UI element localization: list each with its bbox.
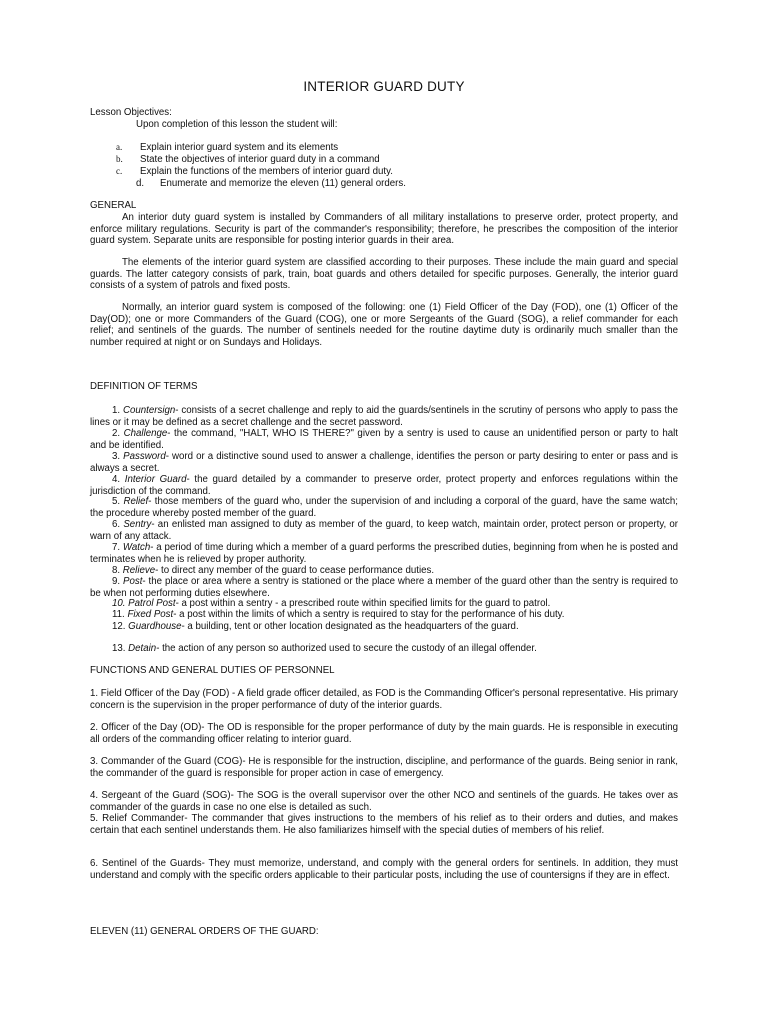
definition-term: Guardhouse: [128, 621, 182, 632]
definition-text: - consists of a secret challenge and reply to aid the guards/sentinels in the scrutiny of persons who apply to pass the lines or it may be defined as a secret challenge and the secret password.: [90, 405, 678, 428]
definition-term: Challenge: [123, 428, 168, 439]
definition-term: Interior Guard: [124, 474, 187, 485]
lesson-objectives-heading: Lesson Objectives:: [90, 107, 172, 118]
definition-text: - a period of time during which a member of a guard performs the prescribed duties, beginning from when he is posted and terminates when he is relieved by proper authority.: [90, 542, 678, 565]
function-item: 3. Commander of the Guard (COG)- He is responsible for the instruction, discipline, and performance of the guards. Being senior in rank, the commander of the guard is responsible for proper action in case of emergency.: [90, 756, 678, 779]
definition-term: Fixed Post: [127, 609, 174, 620]
definition-item: [90, 621, 678, 633]
general-paragraph: The elements of the interior guard system are classified according to their purposes. These include the main guard and special guards. The latter category consists of park, train, boat guards and others detailed for specific purposes. Generally, the interior guard consists of a system of patrols and fixed posts.: [90, 257, 678, 292]
objective-marker: d.: [136, 178, 145, 189]
definition-term: Sentry: [123, 519, 152, 530]
definition-number: 5.: [112, 496, 121, 507]
definition-text: - a building, tent or other location designated as the headquarters of the guard.: [181, 621, 519, 632]
definition-number: 2.: [112, 428, 121, 439]
function-item: 5. Relief Commander- The commander that gives instructions to the members of his relief as to their orders and duties, and makes certain that each sentinel understands them. He also familiarizes himself with the special duties of members of his relief.: [90, 813, 678, 836]
objective-marker: c.: [116, 166, 123, 176]
definition-term: Post: [123, 576, 143, 587]
definition-term: Watch: [122, 542, 151, 553]
definition-number: 10.: [112, 598, 126, 609]
definition-number: 11.: [112, 609, 125, 620]
definition-item: [90, 565, 678, 577]
definition-item: [90, 496, 678, 519]
functions-heading: FUNCTIONS AND GENERAL DUTIES OF PERSONNEL: [90, 665, 335, 676]
definition-text: - word or a distinctive sound used to answer a challenge, identifies the person or party desiring to enter or pass and is always a secret.: [90, 451, 678, 474]
general-paragraph: An interior duty guard system is installed by Commanders of all military installations to preserve order, protect property, and enforce military regulations. Security is part of the commander's responsibility; therefore, he prescribes the composition of the interior guard system. Separate units are responsible for posting interior guards in their area.: [90, 212, 678, 247]
definition-term: Countersign: [123, 405, 176, 416]
definition-text: - an enlisted man assigned to duty as member of the guard, to keep watch, maintain order, protect person or property, or warn of any attack.: [90, 519, 678, 542]
definition-number: 7.: [112, 542, 121, 553]
definition-item: [90, 474, 678, 497]
definition-number: 9.: [112, 576, 121, 587]
definition-item: [90, 428, 678, 451]
definition-item: [90, 451, 678, 474]
objective-item: Enumerate and memorize the eleven (11) general orders.: [160, 178, 406, 189]
objective-marker: b.: [116, 154, 123, 164]
definition-item: [90, 576, 678, 599]
objective-item: State the objectives of interior guard duty in a command: [140, 154, 380, 165]
definition-number: 1.: [112, 405, 121, 416]
general-heading: GENERAL: [90, 200, 137, 211]
definition-number: 13.: [112, 643, 126, 654]
function-item: 1. Field Officer of the Day (FOD) - A field grade officer detailed, as FOD is the Commanding Officer's personal representative. His primary concern is the supervision in the proper performance of duty of the interior guards.: [90, 688, 678, 711]
definition-text: - the command, "HALT, WHO IS THERE?" given by a sentry is used to cause an unidentified person or party to halt and be identified.: [90, 428, 678, 451]
definition-text: - to direct any member of the guard to cease performance duties.: [155, 565, 435, 576]
objective-item: Explain interior guard system and its elements: [140, 142, 339, 153]
function-item: 4. Sergeant of the Guard (SOG)- The SOG is the overall supervisor over the other NCO and sentinels of the guards. He takes over as commander of the guards in case no one else is detailed as such.: [90, 790, 678, 813]
definition-item: [90, 542, 678, 565]
objective-marker: a.: [116, 142, 123, 152]
definition-item: [90, 609, 678, 621]
definition-term: Relief: [123, 496, 149, 507]
definition-text: - a post within the limits of which a sentry is required to stay for the performance of his duty.: [173, 609, 565, 620]
objective-item: Explain the functions of the members of interior guard duty.: [140, 166, 393, 177]
definition-term: Detain: [128, 643, 157, 654]
general-orders-heading: ELEVEN (11) GENERAL ORDERS OF THE GUARD:: [90, 926, 319, 937]
definition-number: 8.: [112, 565, 121, 576]
definition-item: [90, 598, 678, 610]
definition-text: - the guard detailed by a commander to preserve order, protect property and enforces regulations within the jurisdiction of the command.: [90, 474, 678, 497]
definition-term: Patrol Post: [128, 598, 176, 609]
definition-text: - those members of the guard who, under the supervision of and including a corporal of the guard, have the same watch; the procedure whereby posted member of the guard.: [90, 496, 678, 519]
definition-text: - the place or area where a sentry is stationed or the place where a member of the guard other than the sentry is required to be when not performing duties elsewhere.: [90, 576, 678, 599]
definition-text: - the action of any person so authorized used to secure the custody of an illegal offender.: [156, 643, 537, 654]
definition-item: [90, 519, 678, 542]
definition-number: 12.: [112, 621, 126, 632]
definition-number: 4.: [112, 474, 121, 485]
definition-number: 3.: [112, 451, 121, 462]
lesson-objectives-intro: Upon completion of this lesson the student will:: [136, 119, 338, 130]
definitions-heading: DEFINITION OF TERMS: [90, 381, 198, 392]
general-paragraph: Normally, an interior guard system is composed of the following: one (1) Field Officer of the Day (FOD), one (1) Officer of the Day(OD); one or more Commanders of the Guard (COG), one or more Sergeants of the Guard (SOG), a relief commander for each relief; and sentinels of the guards. The number of sentinels needed for the routine daytime duty is ordinarily much smaller than the number required at night or on Sundays and Holidays.: [90, 302, 678, 348]
definition-term: Relieve: [122, 565, 156, 576]
definition-item: [90, 405, 678, 428]
definition-number: 6.: [112, 519, 121, 530]
function-item: 6. Sentinel of the Guards- They must memorize, understand, and comply with the general orders for sentinels. In addition, they must understand and comply with the specific orders applicable to their particular posts, including the use of countersigns if they are in effect.: [90, 858, 678, 881]
document-title: INTERIOR GUARD DUTY: [303, 79, 465, 94]
definition-text: - a post within a sentry - a prescribed route within specified limits for the guard to patrol.: [175, 598, 551, 609]
definition-term: Password: [123, 451, 166, 462]
definition-item: [90, 643, 678, 655]
function-item: 2. Officer of the Day (OD)- The OD is responsible for the proper performance of duty by the main guards. He is responsible in executing all orders of the commanding officer relating to interior guard.: [90, 722, 678, 745]
